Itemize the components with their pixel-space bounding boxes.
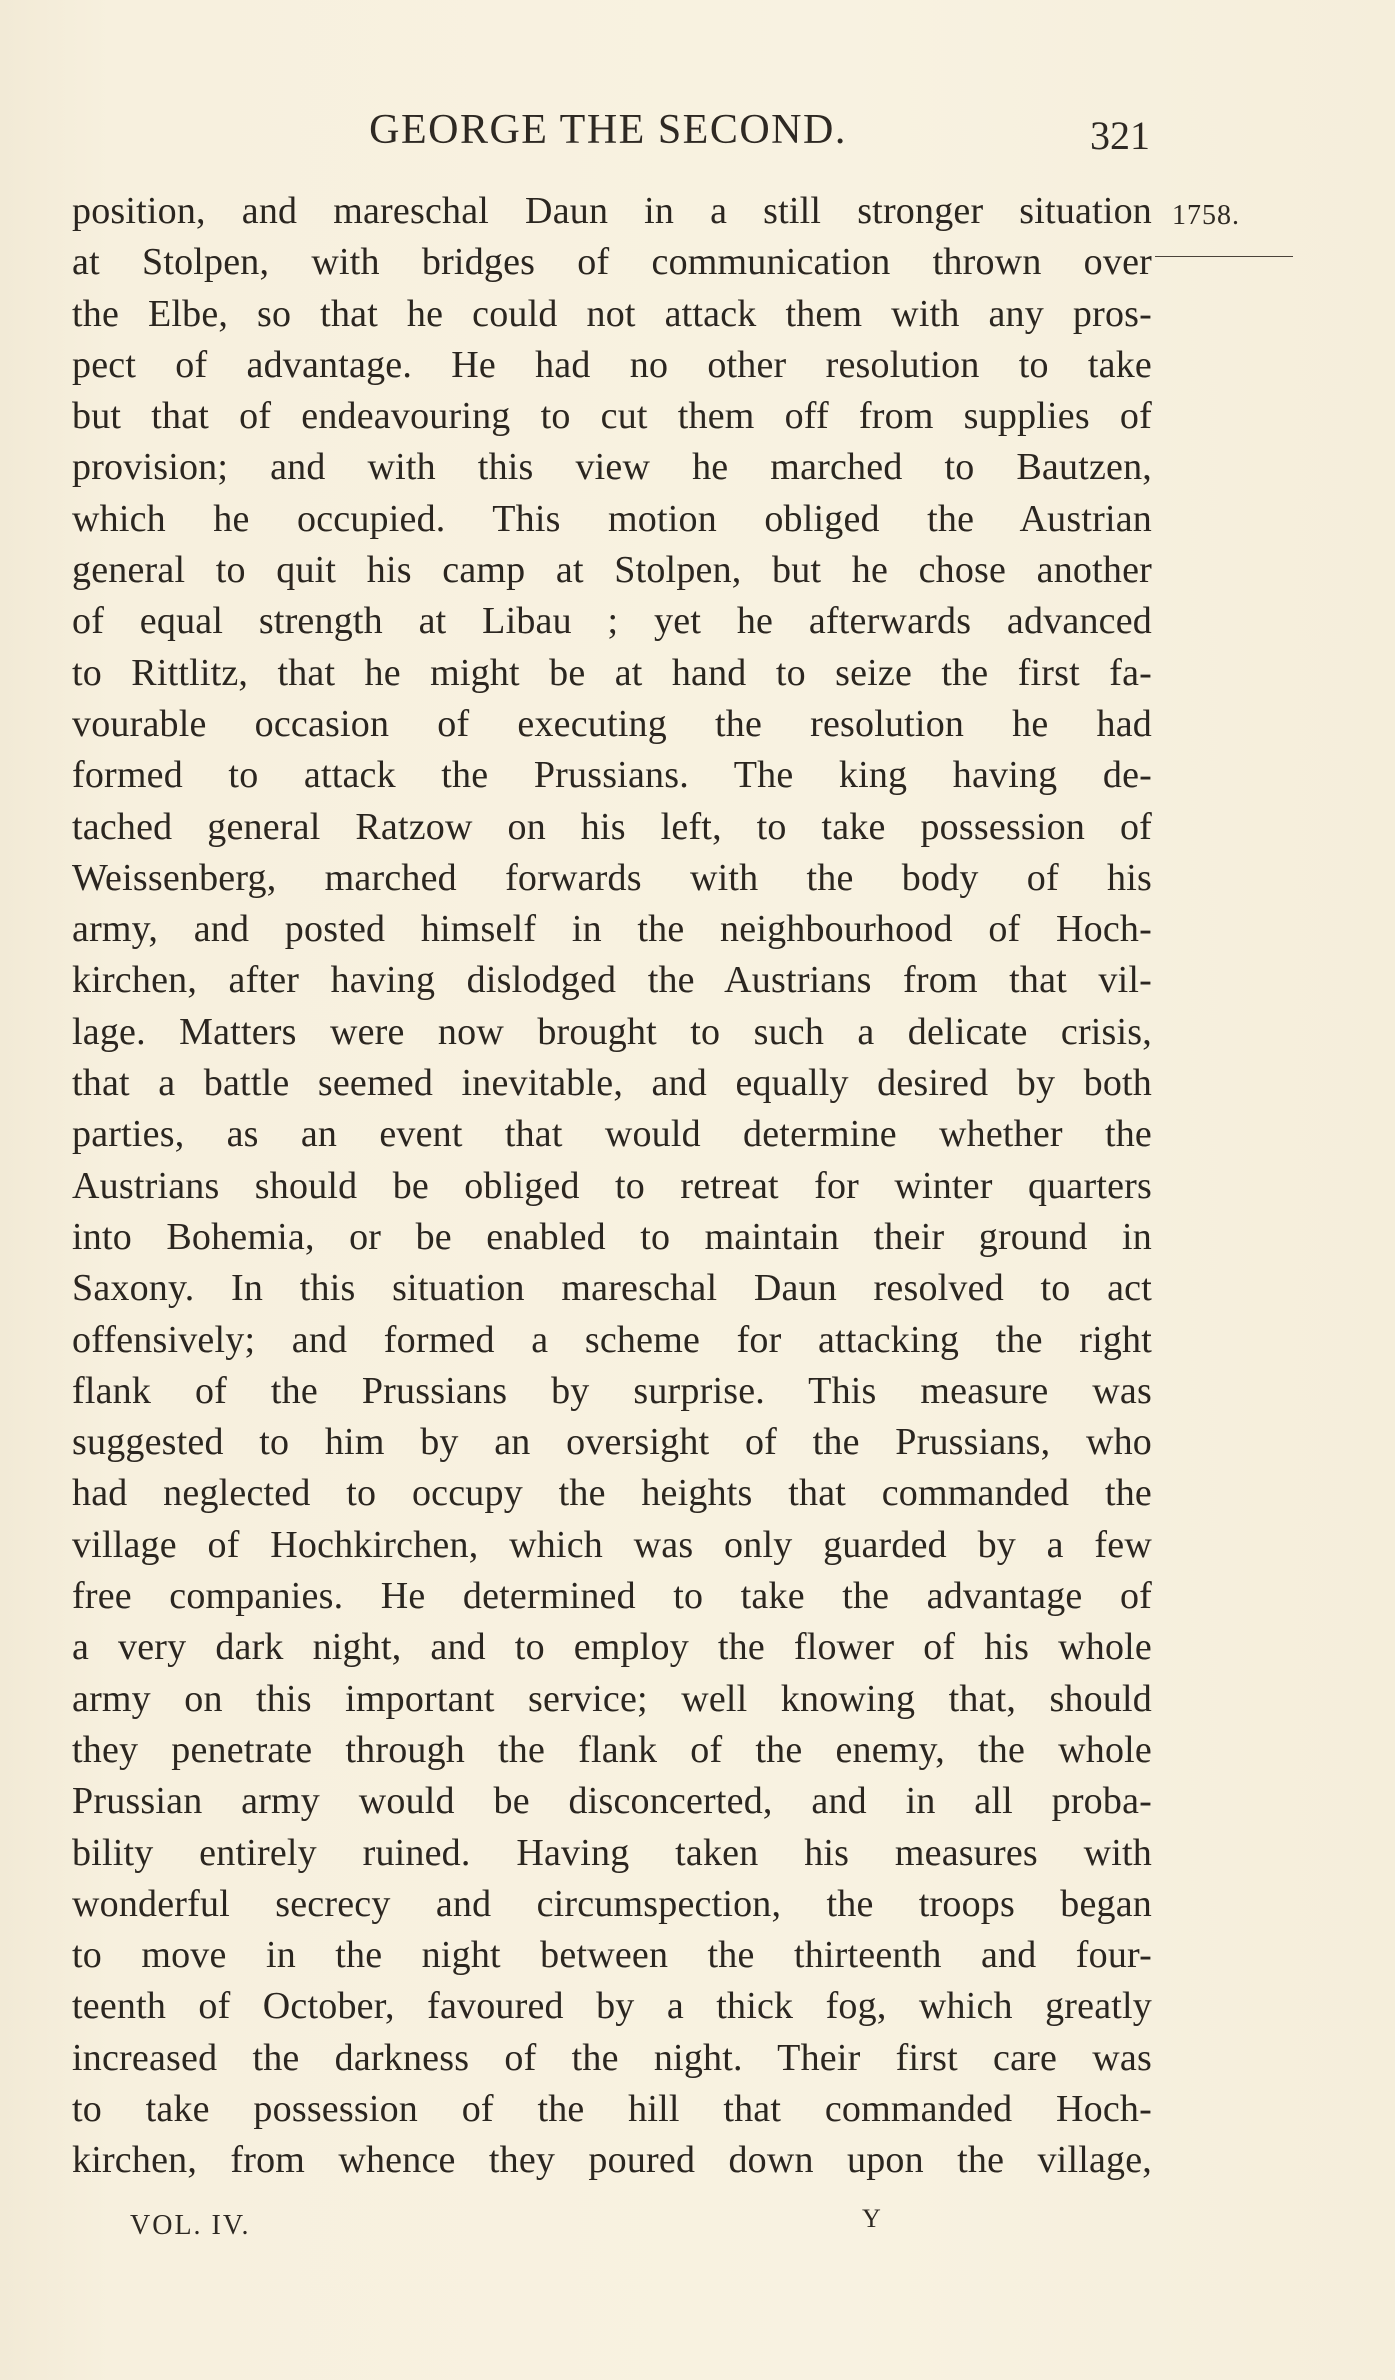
text-line: increased the darkness of the night. Their first care was (72, 2036, 1152, 2079)
text-line: army on this important service; well knowing that, should (72, 1677, 1152, 1720)
text-line: into Bohemia, or be enabled to maintain their ground in (72, 1215, 1152, 1258)
text-line: of equal strength at Libau ; yet he afterwards advanced (72, 600, 1152, 643)
page-number: 321 (1090, 113, 1150, 158)
text-line: they penetrate through the flank of the enemy, the whole (72, 1728, 1152, 1771)
signature-mark: Y (862, 2204, 881, 2233)
text-line: free companies. He determined to take the advantage of (72, 1575, 1152, 1618)
text-line: Saxony. In this situation mareschal Daun resolved to act (72, 1267, 1152, 1310)
text-line: to take possession of the hill that commanded Hoch- (72, 2087, 1152, 2130)
text-line: army, and posted himself in the neighbourhood of Hoch- (72, 908, 1152, 951)
text-line: flank of the Prussians by surprise. This measure was (72, 1369, 1152, 1412)
text-line: village of Hochkirchen, which was only guarded by a few (72, 1523, 1152, 1566)
text-line: Prussian army would be disconcerted, and in all proba- (72, 1780, 1152, 1823)
text-line: kirchen, after having dislodged the Austrians from that vil- (72, 959, 1152, 1002)
text-line: that a battle seemed inevitable, and equally desired by both (72, 1062, 1152, 1105)
text-line: parties, as an event that would determine whether the (72, 1113, 1152, 1156)
running-title: GEORGE THE SECOND. (369, 107, 847, 153)
text-line: Austrians should be obliged to retreat for winter quarters (72, 1164, 1152, 1207)
text-line: formed to attack the Prussians. The king having de- (72, 754, 1152, 797)
margin-rule (1155, 256, 1293, 257)
text-line: pect of advantage. He had no other resolution to take (72, 343, 1152, 386)
margin-year: 1758. (1172, 200, 1240, 231)
body-text (72, 186, 1152, 2187)
text-line: vourable occasion of executing the resolution he had (72, 702, 1152, 745)
text-line: position, and mareschal Daun in a still stronger situation (72, 190, 1152, 232)
text-line: at Stolpen, with bridges of communication thrown over (72, 241, 1152, 284)
text-line: to Rittlitz, that he might be at hand to seize the first fa- (72, 651, 1152, 694)
text-line: bility entirely ruined. Having taken his measures with (72, 1831, 1152, 1874)
text-line: had neglected to occupy the heights that commanded the (72, 1472, 1152, 1515)
text-line: provision; and with this view he marched to Bautzen, (72, 446, 1152, 489)
text-line: a very dark night, and to employ the flower of his whole (72, 1626, 1152, 1669)
text-line: Weissenberg, marched forwards with the body of his (72, 856, 1152, 899)
text-line: but that of endeavouring to cut them off from supplies of (72, 395, 1152, 438)
text-line: to move in the night between the thirteenth and four- (72, 1934, 1152, 1977)
text-line: wonderful secrecy and circumspection, the troops began (72, 1882, 1152, 1925)
text-line: tached general Ratzow on his left, to take possession of (72, 805, 1152, 848)
text-line: lage. Matters were now brought to such a delicate crisis, (72, 1010, 1152, 1053)
text-line: offensively; and formed a scheme for attacking the right (72, 1318, 1152, 1361)
text-line: general to quit his camp at Stolpen, but he chose another (72, 549, 1152, 592)
text-line: suggested to him by an oversight of the Prussians, who (72, 1421, 1152, 1464)
text-line: the Elbe, so that he could not attack them with any pros- (72, 292, 1152, 335)
text-line: kirchen, from whence they poured down upon the village, (72, 2139, 1152, 2182)
text-line: which he occupied. This motion obliged the Austrian (72, 497, 1152, 540)
volume-label: VOL. IV. (130, 2210, 251, 2241)
text-line: teenth of October, favoured by a thick fog, which greatly (72, 1985, 1152, 2028)
